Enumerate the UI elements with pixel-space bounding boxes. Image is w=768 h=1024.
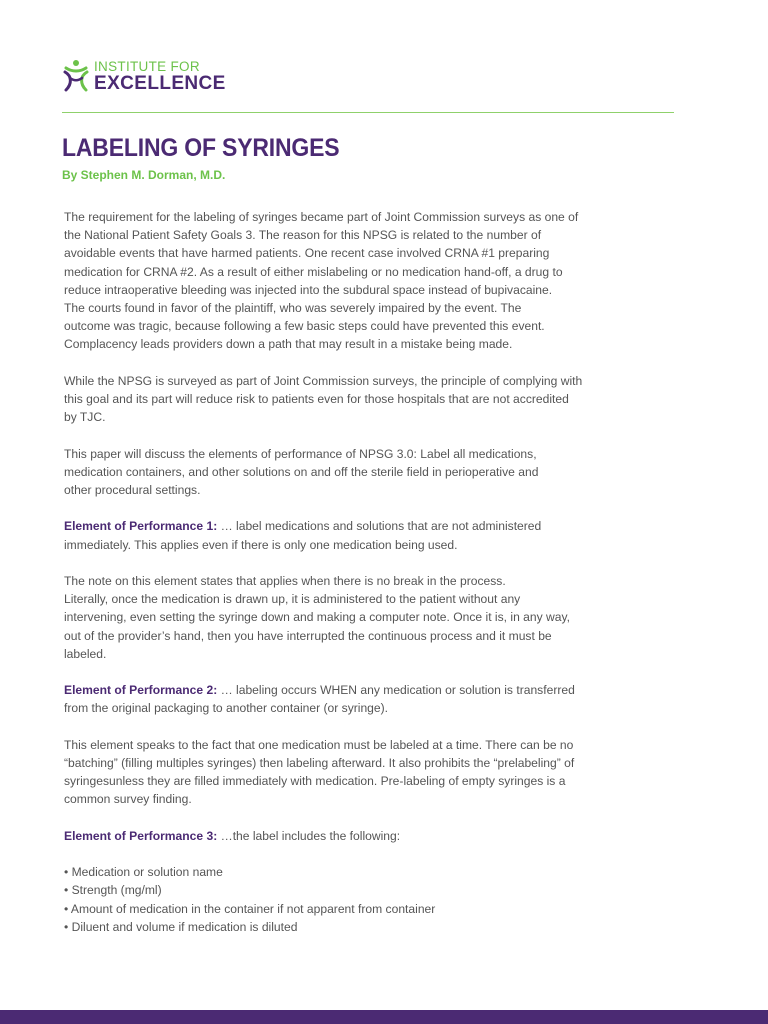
text-line: [64, 517, 609, 535]
text-line: labeled.: [64, 646, 107, 661]
text-line: outcome was tragic, because following a few basic steps could have prevented this event.: [64, 319, 545, 334]
logo: [62, 58, 226, 94]
text-line: “batching” (filling multiples syringes) then labeling afterward. It also prohibits the “prelabeling” of: [64, 756, 575, 770]
paragraph-npsg-survey: [64, 372, 609, 427]
paragraph-scope: [64, 445, 609, 500]
article-title: LABELING OF SYRINGES: [62, 134, 340, 162]
text-line: The requirement for the labeling of syringes became part of Joint Commission surveys as one of: [64, 210, 579, 224]
text-line: The courts found in favor of the plaintiff, who was severely impaired by the event. The: [64, 301, 522, 316]
footer-bar: [0, 1010, 768, 1024]
text-line: out of the provider’s hand, then you have interrupted the continuous process and it must be: [64, 628, 552, 643]
paragraph-element-1: [64, 517, 609, 553]
text-line: [64, 681, 609, 699]
logo-text-institute-for: INSTITUTE FOR: [94, 58, 200, 74]
header-divider: [62, 112, 674, 113]
element-text: … label medications and solutions that are not administered: [217, 519, 542, 534]
list-item: • Diluent and volume if medication is diluted: [64, 919, 298, 934]
paragraph-element-1-note: [64, 572, 609, 663]
text-line: by TJC.: [64, 410, 106, 425]
text-line: This element speaks to the fact that one medication must be labeled at a time. There can be no: [64, 737, 574, 752]
article-body: [64, 208, 609, 936]
text-line: syringesunless they are filled immediately with medication. Pre-labeling of empty syringes is a: [64, 774, 566, 789]
text-line: medication for CRNA #2. As a result of either mislabeling or no medication hand-off, a drug to: [64, 264, 563, 279]
text-line: other procedural settings.: [64, 483, 201, 498]
text-line: The note on this element states that applies when there is no break in the process.: [64, 574, 506, 588]
article-byline: By Stephen M. Dorman, M.D.: [62, 168, 226, 182]
text-line: Complacency leads providers down a path that may result in a mistake being made.: [64, 337, 513, 352]
logo-text-excellence: EXCELLENCE: [94, 73, 226, 95]
list-item: • Medication or solution name: [64, 865, 223, 880]
element-label-3: Element of Performance 3:: [64, 828, 218, 843]
text-line: avoidable events that have harmed patients. One recent case involved CRNA #1 preparing: [64, 246, 550, 261]
text-line: this goal and its part will reduce risk to patients even for those hospitals that are not accredited: [64, 392, 569, 407]
text-line: intervening, even setting the syringe down and making a computer note. Once it is, in any way,: [64, 610, 570, 625]
text-line: This paper will discuss the elements of performance of NPSG 3.0: Label all medications,: [64, 446, 537, 461]
element-text: … labeling occurs WHEN any medication or solution is transferred: [217, 683, 575, 698]
text-line: immediately. This applies even if there is only one medication being used.: [64, 537, 458, 552]
institute-logo-icon: [62, 58, 90, 94]
element-label-1: Element of Performance 1:: [64, 519, 218, 534]
text-line: Literally, once the medication is drawn up, it is administered to the patient without any: [64, 592, 521, 607]
text-line: from the original packaging to another container (or syringe).: [64, 701, 389, 716]
paragraph-element-2: [64, 681, 609, 717]
label-requirements-list: [64, 863, 609, 936]
text-line: common survey finding.: [64, 792, 192, 807]
paragraph-intro: [64, 208, 609, 354]
text-line: While the NPSG is surveyed as part of Joint Commission surveys, the principle of complying with: [64, 373, 583, 388]
list-item: • Strength (mg/ml): [64, 883, 162, 898]
text-line: reduce intraoperative bleeding was injected into the subdural space instead of bupivacaine.: [64, 282, 553, 297]
list-item: • Amount of medication in the container if not apparent from container: [64, 901, 436, 916]
paragraph-element-3: [64, 827, 609, 845]
text-line: the National Patient Safety Goals 3. The reason for this NPSG is related to the number of: [64, 228, 542, 243]
element-label-2: Element of Performance 2:: [64, 683, 218, 698]
text-line: [64, 827, 609, 845]
element-text: …the label includes the following:: [217, 828, 401, 843]
paragraph-element-2-note: [64, 736, 609, 809]
text-line: medication containers, and other solutions on and off the sterile field in perioperative and: [64, 464, 539, 479]
